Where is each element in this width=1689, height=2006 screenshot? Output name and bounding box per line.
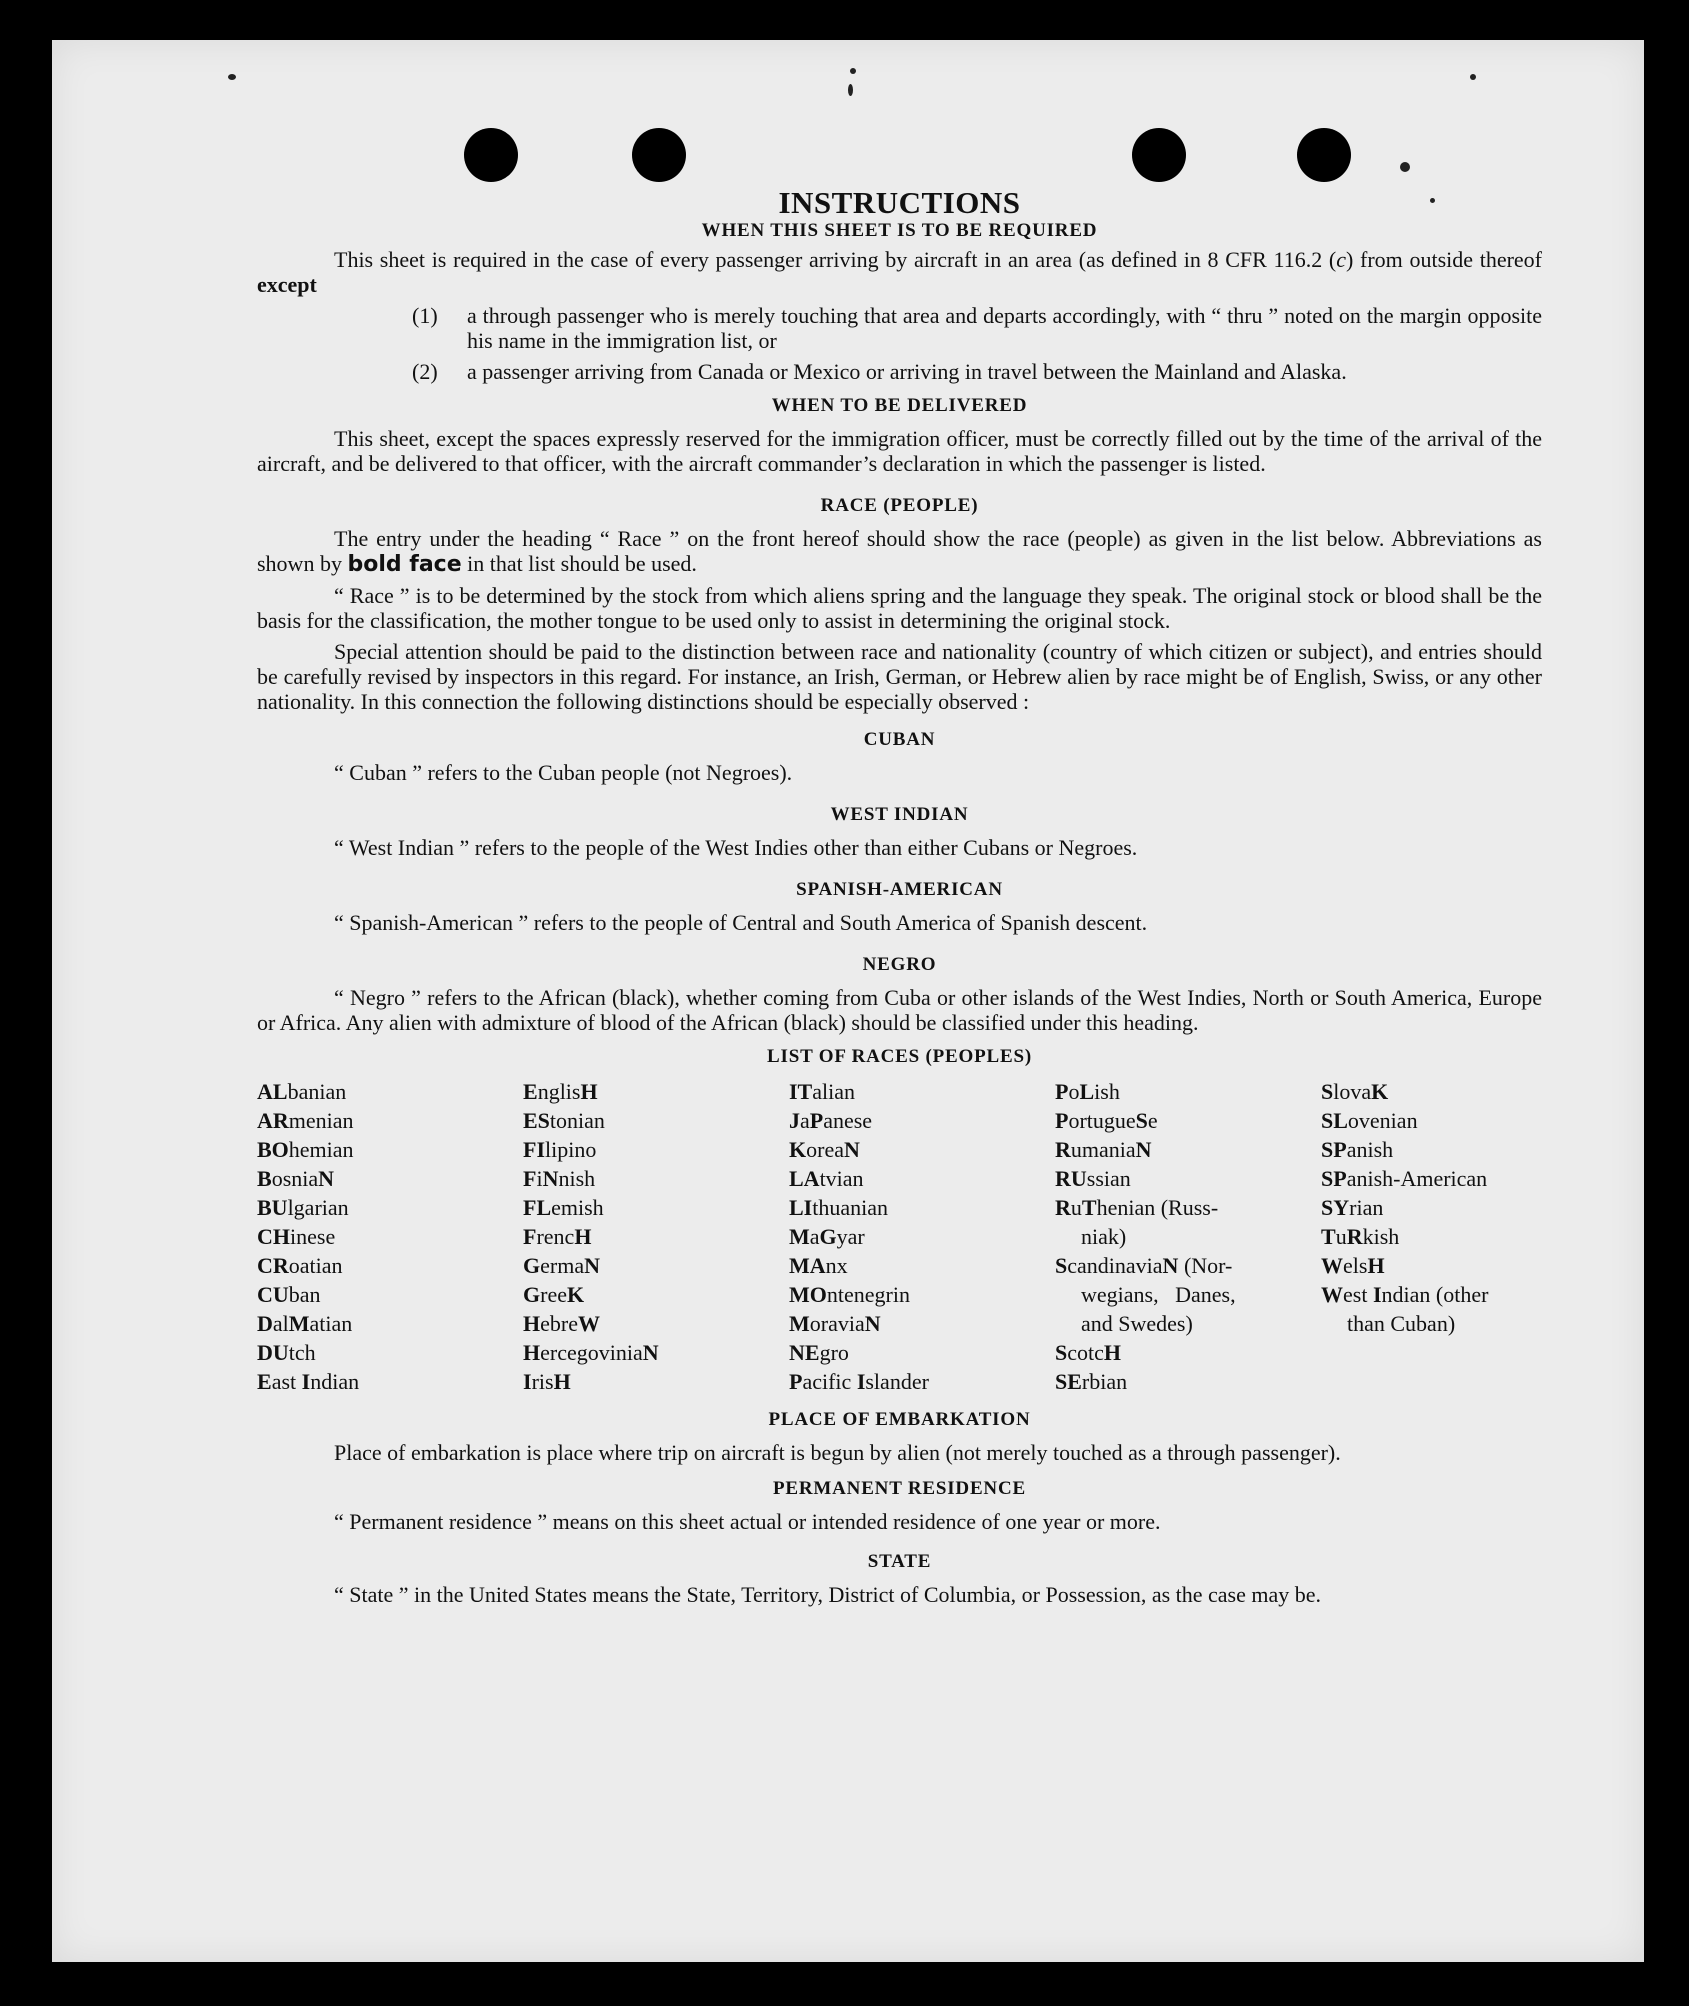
race-entry: BosniaN <box>257 1166 335 1191</box>
negro-text: “ Negro ” refers to the African (black), whether coming from Cuba or other islands of the West Indies, North or South America, Europe or Africa. Any alien with admixture of blood of the African (black) should be classified under this heading. <box>257 985 1542 1035</box>
races-table <box>257 1077 1542 1396</box>
race-entry: ScandinaviaN (Nor- wegians, Danes, and Swedes) <box>1055 1253 1236 1336</box>
races-column <box>257 1077 523 1396</box>
race-entry: SErbian <box>1055 1369 1128 1394</box>
ink-speck <box>228 74 236 80</box>
race-entry: CHinese <box>257 1224 336 1249</box>
race-entry: RumaniaN <box>1055 1137 1152 1162</box>
race-entry: ALbanian <box>257 1079 347 1104</box>
ink-speck <box>1470 74 1476 80</box>
races-column <box>789 1077 1055 1396</box>
race-entry: NEgro <box>789 1340 849 1365</box>
race-entry: SPanish-American <box>1321 1166 1488 1191</box>
race-entry: BUlgarian <box>257 1195 349 1220</box>
races-column <box>1055 1077 1321 1396</box>
race-entry: Pacific Islander <box>789 1369 929 1394</box>
race-entry: FiNnish <box>523 1166 596 1191</box>
race-entry: SLovenian <box>1321 1108 1418 1133</box>
race-entry: ScotcH <box>1055 1340 1122 1365</box>
race-entry: FIlipino <box>523 1137 597 1162</box>
race-entry: TuRkish <box>1321 1224 1400 1249</box>
heading-when-required: WHEN THIS SHEET IS TO BE REQUIRED <box>701 220 1098 241</box>
race-entry: RUssian <box>1055 1166 1131 1191</box>
race-entry: HercegoviniaN <box>523 1340 659 1365</box>
race-entry: ARmenian <box>257 1108 354 1133</box>
race-entry: RuThenian (Russ- niak) <box>1055 1195 1219 1249</box>
race-entry: ITalian <box>789 1079 856 1104</box>
punch-hole <box>464 128 518 182</box>
heading-state: STATE <box>867 1551 932 1572</box>
race-entry: DUtch <box>257 1340 316 1365</box>
race-entry: PortugueSe <box>1055 1108 1158 1133</box>
race-entry: FrencH <box>523 1224 592 1249</box>
races-column <box>1321 1077 1542 1396</box>
race-entry: IrisH <box>523 1369 571 1394</box>
page-title: INSTRUCTIONS <box>778 185 1021 220</box>
spanish-american-text: “ Spanish-American ” refers to the people of Central and South America of Spanish descent. <box>334 910 1148 935</box>
race-entry: KoreaN <box>789 1137 860 1162</box>
state-text: “ State ” in the United States means the State, Territory, District of Columbia, or Possession, as the case may be. <box>334 1582 1322 1607</box>
race-paragraph-2: “ Race ” is to be determined by the stock from which aliens spring and the language they speak. The original stock or blood shall be the basis for the classification, the mother tongue to be used only to assist in determining the original stock. <box>257 583 1542 633</box>
race-entry: FLemish <box>523 1195 604 1220</box>
race-entry: MAnx <box>789 1253 848 1278</box>
race-entry: EStonian <box>523 1108 605 1133</box>
heading-negro: NEGRO <box>862 954 937 975</box>
race-entry: PoLish <box>1055 1079 1120 1104</box>
heading-spanish-american: SPANISH-AMERICAN <box>796 879 1003 900</box>
race-entry: WelsH <box>1321 1253 1385 1278</box>
exception-item: (1) a through passenger who is merely touching that area and departs accordingly, with “ thru ” noted on the margin opposite his name in the immigration list, or <box>412 303 1542 353</box>
required-intro: This sheet is required in the case of every passenger arriving by aircraft in an area (as defined in 8 CFR 116.2 (c) from outside thereof except <box>257 247 1543 297</box>
race-entry: SYrian <box>1321 1195 1384 1220</box>
document-page <box>52 40 1644 1962</box>
race-entry: East Indian <box>257 1369 360 1394</box>
race-entry: BOhemian <box>257 1137 354 1162</box>
race-paragraph-3: Special attention should be paid to the distinction between race and nationality (country of which citizen or subject), and entries should be carefully revised by inspectors in this regard. For instance, an Irish, German, or Hebrew alien by race might be of English, Swiss, or any other nationality. In this connection the following distinctions should be especially observed : <box>257 639 1542 714</box>
cuban-text: “ Cuban ” refers to the Cuban people (not Negroes). <box>334 760 793 785</box>
punch-hole <box>1132 128 1186 182</box>
race-entry: GreeK <box>523 1282 585 1307</box>
exception-item: (2) a passenger arriving from Canada or Mexico or arriving in travel between the Mainland and Alaska. <box>412 359 1347 384</box>
west-indian-text: “ West Indian ” refers to the people of the West Indies other than either Cubans or Negroes. <box>334 835 1138 860</box>
race-paragraph-1: The entry under the heading “ Race ” on the front hereof should show the race (people) as given in the list below. Abbreviations as shown by bold face in that list should be used. <box>257 526 1542 577</box>
ink-speck <box>1400 162 1410 172</box>
heading-place-of-embarkation: PLACE OF EMBARKATION <box>768 1409 1031 1430</box>
heading-cuban: CUBAN <box>863 729 936 750</box>
punch-hole <box>1297 128 1351 182</box>
race-entry: MOntenegrin <box>789 1282 910 1307</box>
heading-west-indian: WEST INDIAN <box>830 804 969 825</box>
race-entry: HebreW <box>523 1311 600 1336</box>
race-entry: MoraviaN <box>789 1311 881 1336</box>
punch-hole <box>632 128 686 182</box>
heading-when-delivered: WHEN TO BE DELIVERED <box>771 395 1028 416</box>
race-entry: CRoatian <box>257 1253 343 1278</box>
race-entry: SlovaK <box>1321 1079 1389 1104</box>
residence-text: “ Permanent residence ” means on this sheet actual or intended residence of one year or more. <box>334 1509 1161 1534</box>
race-entry: LIthuanian <box>789 1195 889 1220</box>
race-entry: EnglisH <box>523 1079 598 1104</box>
ink-speck <box>850 68 856 74</box>
heading-list-of-races: LIST OF RACES (PEOPLES) <box>767 1046 1032 1067</box>
heading-race: RACE (PEOPLE) <box>820 495 979 516</box>
race-entry: SPanish <box>1321 1137 1394 1162</box>
races-column <box>523 1077 789 1396</box>
instructions-content <box>257 185 1543 1607</box>
race-entry: JaPanese <box>789 1108 873 1133</box>
race-entry: DalMatian <box>257 1311 353 1336</box>
race-entry: MaGyar <box>789 1224 865 1249</box>
race-entry: West Indian (other than Cuban) <box>1321 1282 1489 1336</box>
heading-permanent-residence: PERMANENT RESIDENCE <box>773 1478 1026 1499</box>
delivered-text: This sheet, except the spaces expressly reserved for the immigration officer, must be correctly filled out by the time of the arrival of the aircraft, and be delivered to that officer, with the aircraft commander’s declaration in which the passenger is listed. <box>257 426 1542 476</box>
ink-speck <box>848 84 853 96</box>
embarkation-text: Place of embarkation is place where trip on aircraft is begun by alien (not merely touched as a through passenger). <box>334 1440 1341 1465</box>
race-entry: CUban <box>257 1282 321 1307</box>
race-entry: GermaN <box>523 1253 600 1278</box>
race-entry: LAtvian <box>789 1166 864 1191</box>
